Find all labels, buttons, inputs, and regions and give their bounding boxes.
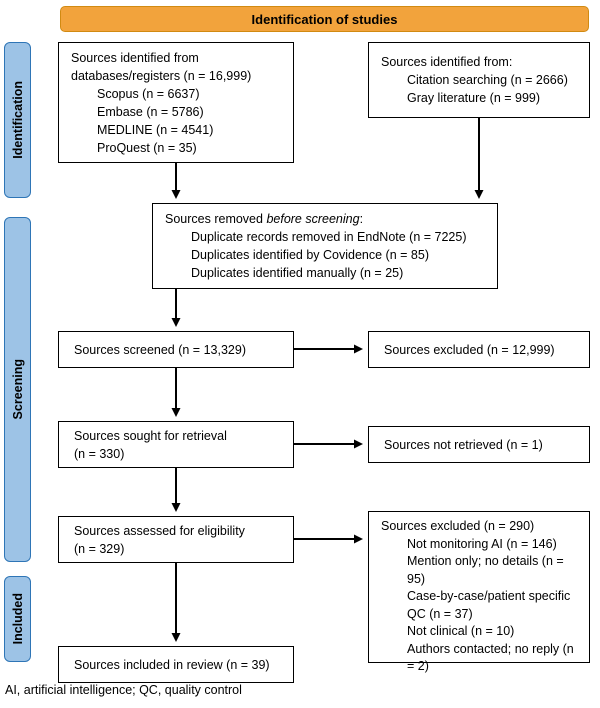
flow-box-screened	[58, 331, 294, 368]
box-list-item: Gray literature (n = 999)	[407, 91, 541, 105]
stage-label-identification	[4, 42, 31, 198]
box-list-item: Mention only; no details (n = 95)	[407, 554, 564, 586]
flow-box-included	[58, 646, 294, 683]
box-text-line: Sources identified from	[71, 50, 199, 65]
flow-box-removed	[152, 203, 498, 289]
removed-italic: before screening	[266, 212, 360, 226]
box-text-line: Sources included in review (n = 39)	[74, 657, 270, 672]
box-text-line: databases/registers (n = 16,999)	[71, 68, 252, 83]
box-text-line: Sources screened (n = 13,329)	[74, 342, 246, 357]
removed-prefix: Sources removed	[165, 212, 267, 226]
box-list-item: Duplicate records removed in EndNote (n = 7225)	[191, 230, 467, 244]
box-list-item: Duplicates identified by Covidence (n = 85)	[191, 248, 429, 262]
diagram-title: Identification of studies	[251, 11, 398, 27]
stage-label-text: Screening	[10, 359, 25, 420]
box-list-item: Embase (n = 5786)	[97, 104, 204, 119]
flow-box-excluded-screening	[368, 331, 590, 368]
stage-label-included	[4, 576, 31, 662]
box-text-line: (n = 330)	[74, 446, 125, 461]
removed-suffix: :	[359, 212, 364, 226]
box-list-item: Not clinical (n = 10)	[407, 624, 515, 638]
flow-box-not-retrieved	[368, 426, 590, 463]
box-list-item: Scopus (n = 6637)	[97, 86, 200, 101]
box-text-line: Sources excluded (n = 290)	[381, 519, 535, 533]
box-text-line: (n = 329)	[74, 541, 125, 556]
box-list-item: MEDLINE (n = 4541)	[97, 122, 214, 137]
flow-box-excluded-eligibility	[368, 511, 590, 673]
box-list-item: Case-by-case/patient specific QC (n = 37)	[407, 589, 571, 621]
box-text-line: Sources excluded (n = 12,999)	[384, 342, 555, 357]
box-list-item: Not monitoring AI (n = 146)	[407, 536, 557, 551]
box-text-line: Sources not retrieved (n = 1)	[384, 437, 543, 452]
box-list-item: ProQuest (n = 35)	[97, 140, 197, 155]
box-text-line: Sources sought for retrieval	[74, 428, 227, 443]
box-text-line: Sources assessed for eligibility	[74, 523, 245, 538]
diagram-title-banner	[60, 6, 589, 32]
flow-box-sought	[58, 421, 294, 468]
box-text-line	[165, 210, 485, 228]
stage-label-text: Included	[10, 593, 25, 645]
stage-label-screening	[4, 217, 31, 562]
box-list-item: Authors contacted; no reply (n = 2)	[407, 641, 574, 673]
box-list-item: Citation searching (n = 2666)	[407, 73, 568, 87]
stage-label-text: Identification	[10, 81, 25, 159]
flow-box-assessed	[58, 516, 294, 563]
flow-box-databases	[58, 42, 294, 163]
box-text-line: Sources identified from:	[381, 55, 513, 69]
abbreviations-note: AI, artificial intelligence; QC, quality control	[5, 683, 242, 697]
flow-box-other-sources	[368, 42, 590, 118]
box-list-item: Duplicates identified manually (n = 25)	[191, 266, 404, 280]
